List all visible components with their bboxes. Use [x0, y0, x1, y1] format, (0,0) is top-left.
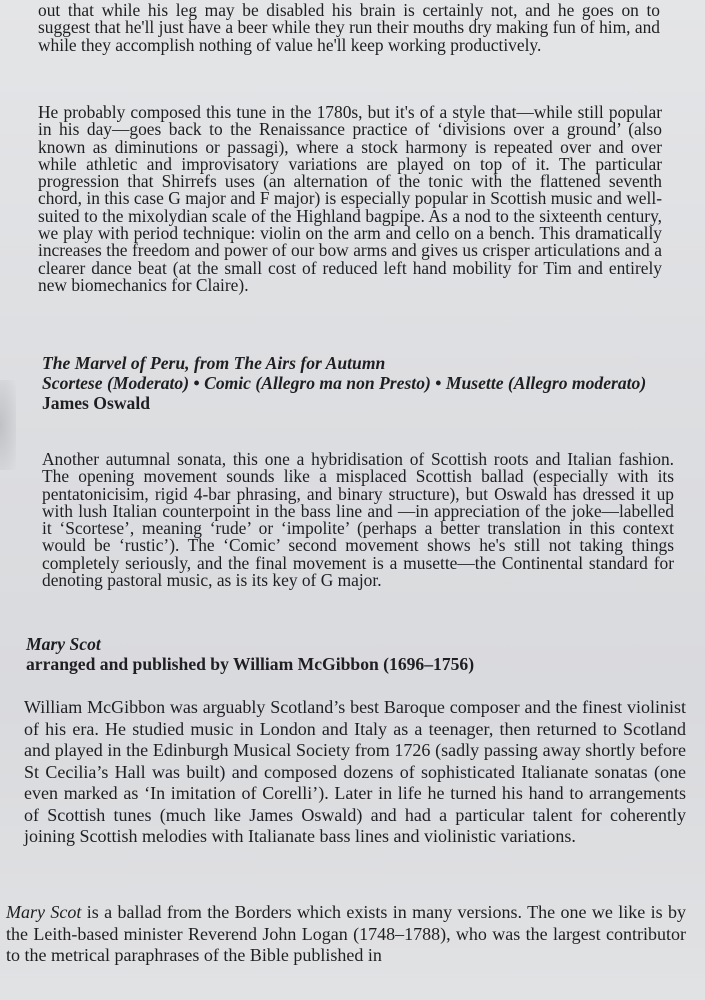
piece-heading-marvel-of-peru	[42, 353, 672, 413]
paragraph-1: out that while his leg may be disabled his brain is certainly not, and he goes on to suggest that he'll just have a beer while they run their mouths dry making fun of him, and while they accomplish nothing of value he'll keep working productively.	[38, 0, 660, 55]
composer: James Oswald	[42, 393, 151, 413]
inline-title: Mary Scot	[6, 902, 82, 922]
bullet-separator: •	[435, 373, 442, 393]
piece-title-line	[42, 353, 672, 373]
paragraph-2: He probably composed this tune in the 1780s, but it's of a style that—while still popular in his day—goes back to the Renaissance practice of ‘divisions over a ground’ (also known as diminutions or passagi), where a stock harmony is repeated over and over while athletic and improvisatory variations are played on top of it. The particular progression that Shirrefs uses (an alternation of the tonic with the flattened seventh chord, in this case G major and F major) is especially popular in Scottish music and well-suited to the mixolydian scale of the Highland bagpipe. As a nod to the sixteenth century, we play with period technique: violin on the arm and cello on a bench. This dramatically increases the freedom and power of our bow arms and gives us crisper articulations and a clearer dance beat (at the small cost of reduced left hand mobility for Tim and entirely new biomechanics for Claire).	[38, 102, 662, 295]
piece-collection: The Airs for Autumn	[233, 353, 386, 373]
piece-heading-mary-scot	[26, 634, 656, 674]
piece-title: Mary Scot	[26, 634, 101, 654]
page-shadow	[0, 380, 16, 470]
movements-line	[42, 373, 672, 393]
piece-credit: arranged and published by William McGibbon (1696–1756)	[26, 654, 475, 674]
movement-3: Musette (Allegro moderato)	[445, 373, 647, 393]
movement-1: Scortese (Moderato)	[42, 373, 190, 393]
paragraph-3: Another autumnal sonata, this one a hybridisation of Scottish roots and Italian fashion. The opening movement sounds like a misplaced Scottish ballad (especially with its pentatonicisim, rigid 4-bar phrasing, and binary structure), but Oswald has dressed it up with lush Italian counterpoint in the bass line and —in appreciation of the joke—labelled it ‘Scortese’, meaning ‘rude’ or ‘impolite’ (perhaps a better translation in this context would be ‘rustic’). The ‘Comic’ second movement shows he's still not taking things completely seriously, and the final movement is a musette—the Continental standard for denoting pastoral music, as is its key of G major.	[42, 449, 674, 591]
paragraph-5-text: is a ballad from the Borders which exists in many versions. The one we like is by the Leith-based minister Reverend John Logan (1748–1788), who was the largest contributor to the metrical paraphrases of the Bible published in	[6, 902, 686, 965]
paragraph-5	[6, 902, 686, 967]
piece-title: The Marvel of Peru, from	[42, 353, 230, 373]
movement-2: Comic (Allegro ma non Presto)	[204, 373, 431, 393]
paragraph-4: William McGibbon was arguably Scotland’s best Baroque composer and the finest violinist of his era. He studied music in London and Italy as a teenager, then returned to Scotland and played in the Edinburgh Musical Society from 1726 (sadly passing away shortly before St Cecilia’s Hall was built) and composed dozens of sophisticated Italianate sonatas (one even marked as ‘In imitation of Corelli’). Later in life he turned his hand to arrangements of Scottish tunes (much like James Oswald) and had a particular talent for coherently joining Scottish melodies with Italianate bass lines and violinistic variations.	[24, 697, 686, 846]
bullet-separator: •	[193, 373, 200, 393]
